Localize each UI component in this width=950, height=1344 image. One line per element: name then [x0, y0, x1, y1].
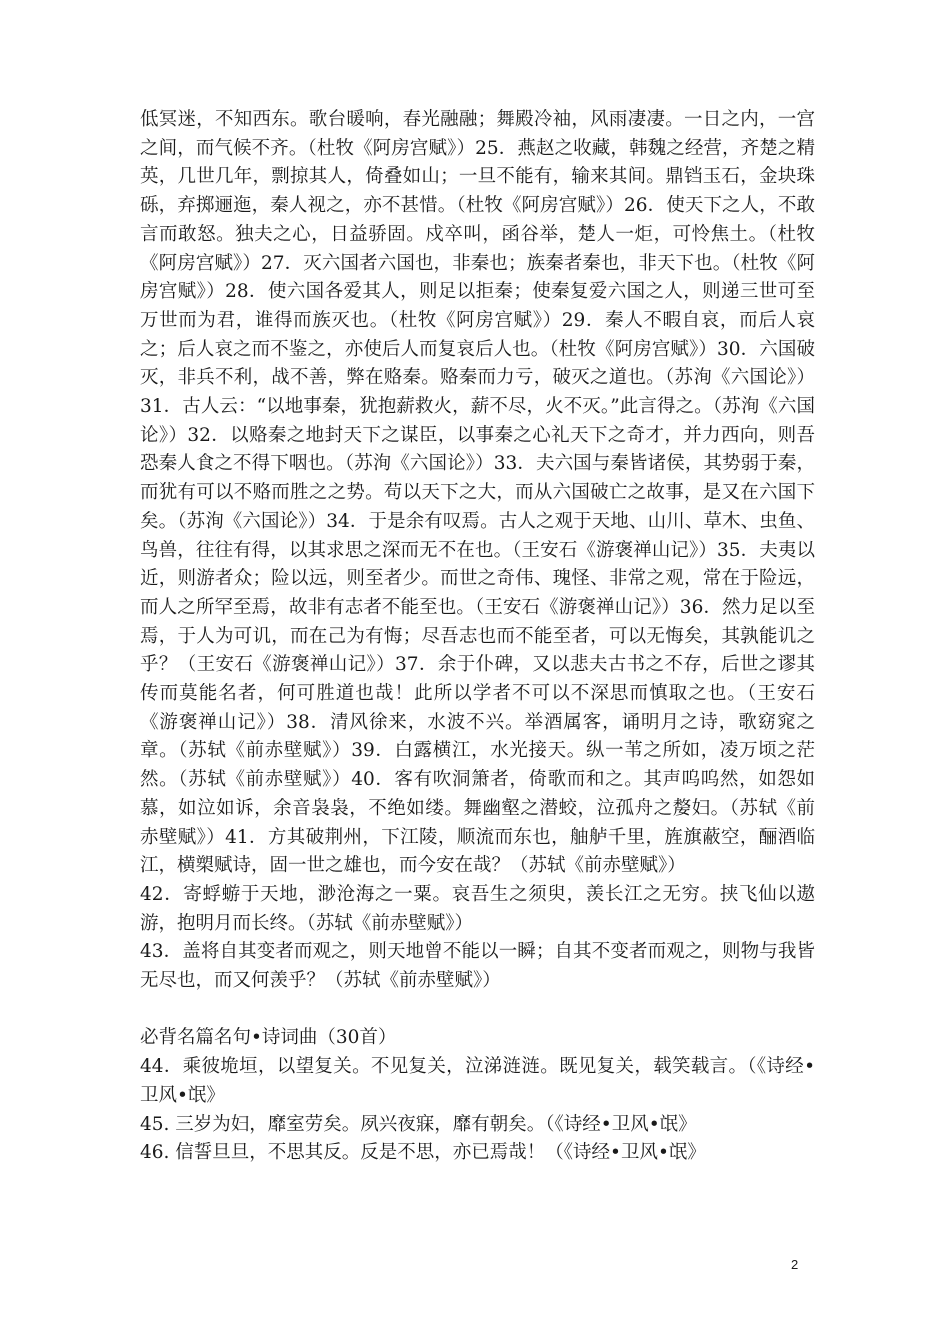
section-heading: 必背名篇名句•诗词曲（30首）	[140, 1027, 397, 1049]
page-number: 2	[791, 1257, 799, 1272]
paragraph-44: 44．乘彼垝垣，以望复关。不见复关，泣涕涟涟。既见复关，载笑载言。（《诗经•卫风•氓》	[140, 1056, 815, 1106]
paragraph-46: 46. 信誓旦旦，不思其反。反是不思，亦已焉哉！（《诗经•卫风•氓》	[140, 1142, 706, 1164]
paragraph-45: 45. 三岁为妇，靡室劳矣。夙兴夜寐，靡有朝矣。（《诗经•卫风•氓》	[140, 1113, 697, 1135]
document-body	[140, 106, 815, 1168]
paragraph-43: 43．盖将自其变者而观之，则天地曾不能以一瞬；自其不变者而观之，则物与我皆无尽也，而又何羡乎？（苏轼《前赤壁赋》）	[140, 941, 815, 992]
paragraph-classical-prose: 低冥迷，不知西东。歌台暖响，春光融融；舞殿冷袖，风雨凄凄。一日之内，一宫之间，而气候不齐。（杜牧《阿房宫赋》）25．燕赵之收藏，韩魏之经营，齐楚之精英，几世几年，剽掠其人，倚叠如山；一旦不能有，输来其间。鼎铛玉石，金块珠砾，弃掷逦迤，秦人视之，亦不甚惜。（杜牧《阿房宫赋》）26．使天下之人，不敢言而敢怒。独夫之心，日益骄固。戍卒叫，函谷举，楚人一炬，可怜焦土。（杜牧《阿房宫赋》）27．灭六国者六国也，非秦也；族秦者秦也，非天下也。（杜牧《阿房宫赋》）28．使六国各爱其人，则足以拒秦；使秦复爱六国之人，则递三世可至万世而为君，谁得而族灭也。（杜牧《阿房宫赋》）29．秦人不暇自哀，而后人哀之；后人哀之而不鉴之，亦使后人而复哀后人也。（杜牧《阿房宫赋》）30．六国破灭，非兵不利，战不善，弊在赂秦。赂秦而力亏，破灭之道也。（苏洵《六国论》）31．古人云：“以地事秦，犹抱薪救火，薪不尽，火不灭。”此言得之。（苏洵《六国论》）32．以赂秦之地封天下之谋臣，以事秦之心礼天下之奇才，并力西向，则吾恐秦人食之不得下咽也。（苏洵《六国论》）33．夫六国与秦皆诸侯，其势弱于秦，而犹有可以不赂而胜之之势。苟以天下之大，而从六国破亡之故事，是又在六国下矣。（苏洵《六国论》）34．于是余有叹焉。古人之观于天地、山川、草木、虫鱼、鸟兽，往往有得，以其求思之深而无不在也。（王安石《游褒禅山记》）35．夫夷以近，则游者众；险以远，则至者少。而世之奇伟、瑰怪、非常之观，常在于险远，而人之所罕至焉，故非有志者不能至也。（王安石《游褒禅山记》）36．然力足以至焉，于人为可讥，而在己为有悔；尽吾志也而不能至者，可以无悔矣，其孰能讥之乎？（王安石《游褒禅山记》）37．余于仆碑，又以悲夫古书之不存，后世之谬其传而莫能名者，何可胜道也哉！此所以学者不可以不深思而慎取之也。（王安石《游褒禅山记》）38．清风徐来，水波不兴。举酒属客，诵明月之诗，歌窈窕之章。（苏轼《前赤壁赋》）39．白露横江，水光接天。纵一苇之所如，凌万顷之茫然。（苏轼《前赤壁赋》）40．客有吹洞箫者，倚歌而和之。其声呜呜然，如怨如慕，如泣如诉，余音袅袅，不绝如缕。舞幽壑之潜蛟，泣孤舟之嫠妇。（苏轼《前赤壁赋》）41．方其破荆州，下江陵，顺流而东也，舳舻千里，旌旗蔽空，酾酒临江，横槊赋诗，固一世之雄也，而今安在哉？（苏轼《前赤壁赋》）	[140, 109, 815, 877]
paragraph-42: 42．寄蜉蝣于天地，渺沧海之一粟。哀吾生之须臾，羡长江之无穷。挟飞仙以遨游，抱明月而长终。（苏轼《前赤壁赋》）	[140, 883, 815, 934]
blank-line	[140, 996, 815, 1025]
